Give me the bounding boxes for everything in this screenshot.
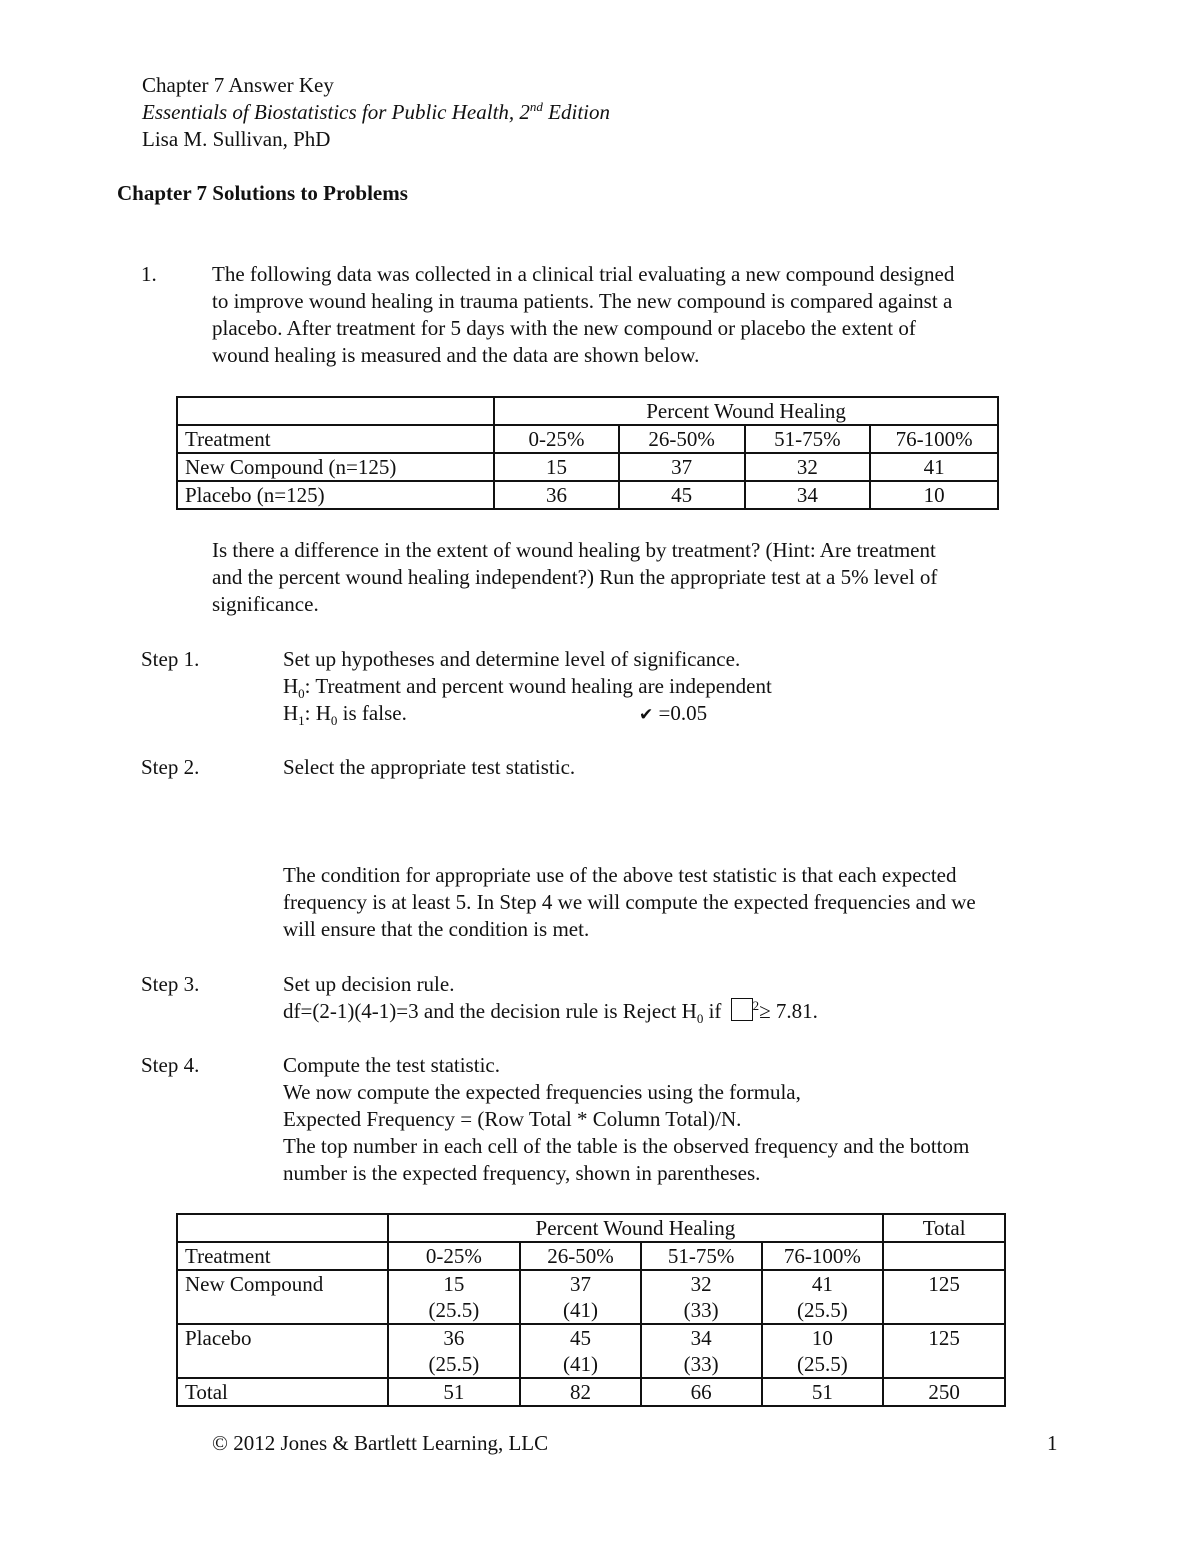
question-line: Is there a difference in the extent of wound healing by treatment? (Hint: Are treatment	[212, 538, 936, 562]
observed-value: 45	[570, 1326, 591, 1350]
step2-label: Step 2.	[141, 755, 200, 779]
condition-line: The condition for appropriate use of the above test statistic is that each expected	[283, 863, 957, 887]
column-header: 26-50%	[520, 1242, 641, 1270]
step4-line: Expected Frequency = (Row Total * Column Total)/N.	[283, 1107, 742, 1131]
alpha-value: =0.05	[658, 701, 708, 725]
column-header: 26-50%	[619, 425, 745, 453]
total-header: Total	[883, 1214, 1005, 1242]
h0-text: : Treatment and percent wound healing are independent	[304, 674, 772, 698]
table-cell-empty	[177, 397, 494, 425]
observed-value: 41	[811, 1272, 833, 1296]
column-total: 51	[762, 1378, 884, 1406]
table-cell: 37	[619, 453, 745, 481]
column-header: 0-25%	[388, 1242, 521, 1270]
expected-value: (33)	[683, 1352, 719, 1376]
observed-value: 15	[443, 1272, 465, 1296]
table-cell: 34	[745, 481, 871, 509]
column-header: 51-75%	[745, 425, 871, 453]
step1-label: Step 1.	[141, 647, 200, 671]
checkmark-icon: ✔	[639, 705, 654, 725]
header-line1: Chapter 7 Answer Key	[142, 73, 334, 97]
group-header: Percent Wound Healing	[494, 397, 998, 425]
edition-word: Edition	[542, 100, 610, 124]
table-cell-empty	[177, 1214, 388, 1242]
chi-squared-superscript: 2	[752, 998, 760, 1013]
column-header: 76-100%	[870, 425, 998, 453]
h1-subscript: 1	[298, 713, 305, 729]
table-cell	[520, 1270, 641, 1324]
copyright: © 2012 Jones & Bartlett Learning, LLC	[212, 1431, 549, 1455]
table-row	[177, 453, 998, 481]
row-label: New Compound	[177, 1270, 388, 1324]
table-cell: 32	[745, 453, 871, 481]
observed-value: 10	[811, 1326, 833, 1350]
step4-line: We now compute the expected frequencies using the formula,	[283, 1080, 801, 1104]
step4-line: Compute the test statistic.	[283, 1053, 500, 1077]
h0-letter: H	[283, 674, 299, 698]
step4-line: The top number in each cell of the table is the observed frequency and the bottom	[283, 1134, 970, 1158]
table-cell	[762, 1270, 884, 1324]
alpha-level	[639, 700, 707, 729]
row-label: Placebo	[177, 1324, 388, 1378]
observed-value: 32	[690, 1272, 712, 1296]
book-title-text: Essentials of Biostatistics for Public Health, 2	[142, 100, 530, 124]
book-title	[142, 99, 610, 126]
table-row	[177, 481, 998, 509]
author: Lisa M. Sullivan, PhD	[142, 127, 331, 151]
expected-frequency-table	[176, 1213, 1006, 1407]
grand-total: 250	[883, 1378, 1005, 1406]
step4-line: number is the expected frequency, shown in parentheses.	[283, 1161, 761, 1185]
h1-text-end: is false.	[337, 701, 407, 725]
table-cell: 36	[494, 481, 619, 509]
table-cell: 45	[619, 481, 745, 509]
row-label: Placebo (n=125)	[177, 481, 494, 509]
question-line: significance.	[212, 592, 319, 616]
step2-text: Select the appropriate test statistic.	[283, 755, 576, 779]
step1-text: Set up hypotheses and determine level of significance.	[283, 647, 741, 671]
table-row	[177, 1324, 1005, 1378]
row-total: 125	[883, 1270, 1005, 1324]
problem-line: The following data was collected in a clinical trial evaluating a new compound designed	[212, 262, 955, 286]
column-total: 51	[388, 1378, 521, 1406]
column-header: 0-25%	[494, 425, 619, 453]
table-cell	[641, 1324, 762, 1378]
expected-value: (25.5)	[797, 1298, 848, 1322]
rule-suffix: ≥ 7.81.	[759, 999, 818, 1023]
edition-superscript: nd	[529, 99, 543, 114]
problem-number: 1.	[141, 262, 157, 286]
expected-value: (41)	[563, 1352, 598, 1376]
column-total: 82	[520, 1378, 641, 1406]
row-label-header: Treatment	[177, 425, 494, 453]
h0-subscript: 0	[298, 686, 305, 702]
step3-text: Set up decision rule.	[283, 972, 455, 996]
decision-rule	[283, 998, 818, 1025]
question-line: and the percent wound healing independent?) Run the appropriate test at a 5% level of	[212, 565, 938, 589]
table-cell	[388, 1324, 521, 1378]
condition-line: will ensure that the condition is met.	[283, 917, 590, 941]
expected-value: (25.5)	[428, 1298, 480, 1322]
table-cell: 10	[870, 481, 998, 509]
problem-line: placebo. After treatment for 5 days with the new compound or placebo the extent of	[212, 316, 916, 340]
table-row	[177, 1270, 1005, 1324]
row-total: 125	[883, 1324, 1005, 1378]
problem-line: wound healing is measured and the data are shown below.	[212, 343, 700, 367]
step4-label: Step 4.	[141, 1053, 200, 1077]
condition-line: frequency is at least 5. In Step 4 we will compute the expected frequencies and we	[283, 890, 976, 914]
observed-value: 37	[570, 1272, 591, 1296]
rule-mid: if	[703, 999, 727, 1023]
table-cell	[388, 1270, 521, 1324]
rule-subscript: 0	[696, 1011, 704, 1027]
problem-line: to improve wound healing in trauma patients. The new compound is compared against a	[212, 289, 953, 313]
group-header: Percent Wound Healing	[388, 1214, 884, 1242]
h1-letter: H	[283, 701, 299, 725]
expected-value: (33)	[683, 1298, 719, 1322]
column-header: 76-100%	[762, 1242, 884, 1270]
observed-value: 34	[690, 1326, 712, 1350]
chi-symbol-placeholder-icon	[731, 998, 753, 1021]
column-total: 66	[641, 1378, 762, 1406]
page-number: 1	[1047, 1431, 1058, 1455]
h1-text: : H	[304, 701, 331, 725]
table-cell	[762, 1324, 884, 1378]
expected-value: (41)	[563, 1298, 598, 1322]
column-header: 51-75%	[641, 1242, 762, 1270]
wound-healing-table	[176, 396, 999, 510]
h1-h0-subscript: 0	[330, 713, 338, 729]
row-label-header: Treatment	[177, 1242, 388, 1270]
table-cell-empty	[883, 1242, 1005, 1270]
table-cell	[641, 1270, 762, 1324]
table-row-total	[177, 1378, 1005, 1406]
expected-value: (25.5)	[797, 1352, 848, 1376]
rule-prefix: df=(2-1)(4-1)=3 and the decision rule is Reject H	[283, 999, 697, 1023]
step3-label: Step 3.	[141, 972, 200, 996]
observed-value: 36	[443, 1326, 465, 1350]
table-cell: 41	[870, 453, 998, 481]
expected-value: (25.5)	[428, 1352, 480, 1376]
table-cell: 15	[494, 453, 619, 481]
table-cell	[520, 1324, 641, 1378]
row-label: Total	[177, 1378, 388, 1406]
section-title: Chapter 7 Solutions to Problems	[117, 181, 408, 205]
null-hypothesis	[283, 673, 772, 700]
alternative-hypothesis	[283, 700, 407, 727]
row-label: New Compound (n=125)	[177, 453, 494, 481]
